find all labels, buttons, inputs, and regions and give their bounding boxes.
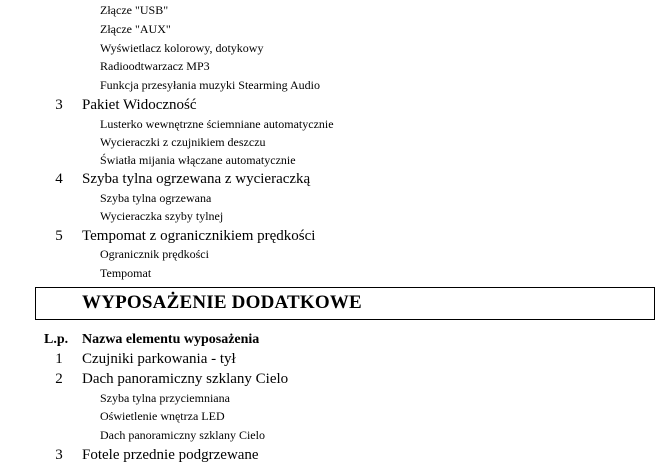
list-item: Funkcja przesyłania muzyki Stearming Audio <box>100 78 320 92</box>
list-item: Szyba tylna przyciemniana <box>100 391 230 405</box>
group-number: 3 <box>55 97 63 113</box>
list-item: Złącze "AUX" <box>100 22 171 36</box>
list-item: Wycieraczki z czujnikiem deszczu <box>100 135 266 149</box>
group-title: Tempomat z ogranicznikiem prędkości <box>82 228 316 244</box>
group-title: Fotele przednie podgrzewane <box>82 447 259 463</box>
list-item: Tempomat <box>100 266 152 280</box>
list-item: Szyba tylna ogrzewana <box>100 191 212 205</box>
group-title: Pakiet Widoczność <box>82 97 197 113</box>
list-item: Złącze "USB" <box>100 3 169 17</box>
list-item: Radioodtwarzacz MP3 <box>100 59 210 73</box>
group-number: 5 <box>55 228 63 244</box>
group-number: 3 <box>55 447 63 463</box>
column-header-name: Nazwa elementu wyposażenia <box>82 332 260 347</box>
group-title: Dach panoramiczny szklany Cielo <box>82 371 289 387</box>
group-number: 2 <box>55 371 63 387</box>
list-item: Wycieraczka szyby tylnej <box>100 209 224 223</box>
section-title: WYPOSAŻENIE DODATKOWE <box>82 292 362 313</box>
list-item: Lusterko wewnętrzne ściemniane automatycznie <box>100 117 334 131</box>
list-item: Światła mijania włączane automatycznie <box>100 153 296 167</box>
group-number: 1 <box>55 351 63 367</box>
group-title: Czujniki parkowania - tył <box>82 351 236 367</box>
list-item: Dach panoramiczny szklany Cielo <box>100 428 265 442</box>
list-item: Oświetlenie wnętrza LED <box>100 409 225 423</box>
list-item: Wyświetlacz kolorowy, dotykowy <box>100 41 264 55</box>
list-item: Ogranicznik prędkości <box>100 247 209 261</box>
group-title: Szyba tylna ogrzewana z wycieraczką <box>82 171 311 187</box>
group-number: 4 <box>55 171 63 187</box>
column-header-lp: L.p. <box>44 332 69 347</box>
